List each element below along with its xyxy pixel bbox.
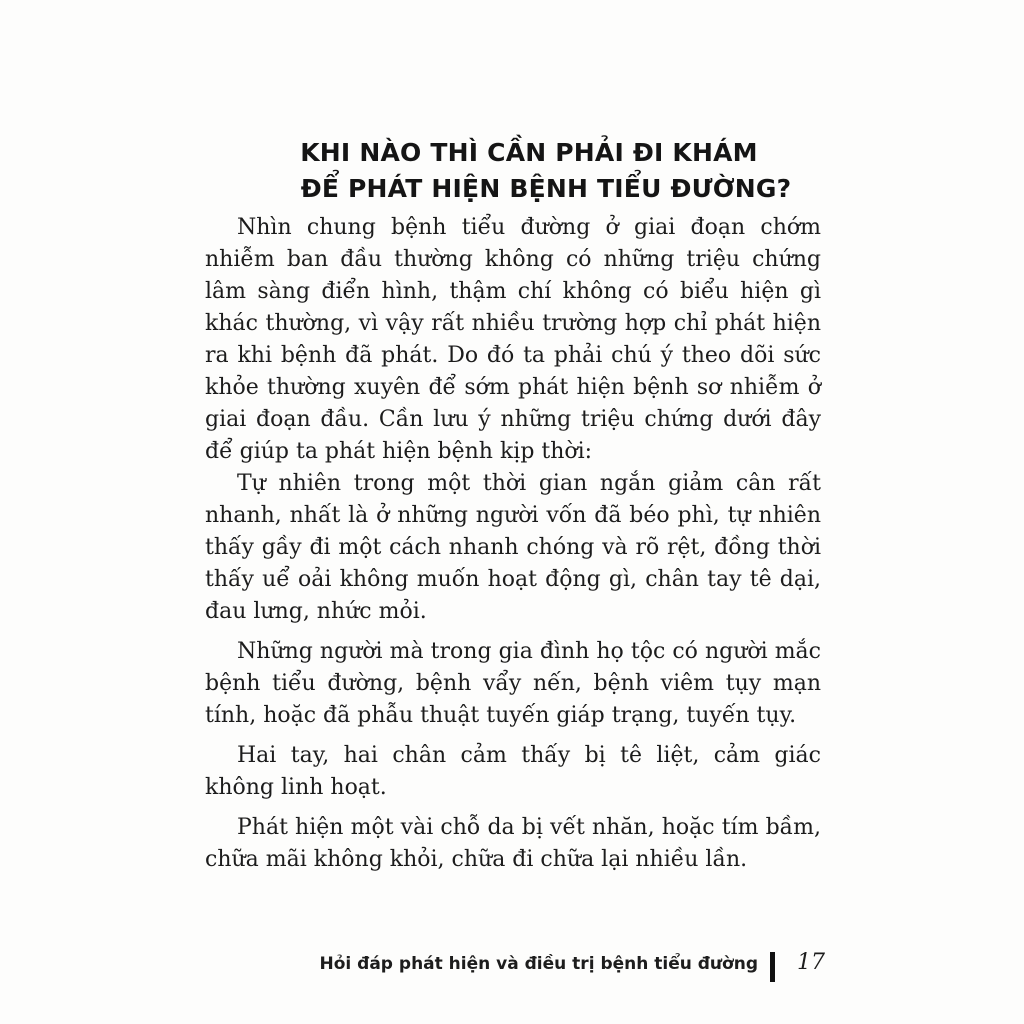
paragraph-symptom-skin: Phát hiện một vài chỗ da bị vết nhăn, hoặc tím bầm, chữa mãi không khỏi, chữa đi chữa lại nhiều lần. [205, 815, 821, 872]
heading-line-2: ĐỂ PHÁT HIỆN BỆNH TIỂU ĐƯỜNG? [300, 173, 792, 203]
paragraph-intro: Nhìn chung bệnh tiểu đường ở giai đoạn chớm nhiễm ban đầu thường không có những triệu chứng lâm sàng điển hình, thậm chí không có biểu hiện gì khác thường, vì vậy rất nhiều trường hợp chỉ phát hiện ra khi bệnh đã phát. Do đó ta phải chú ý theo dõi sức khỏe thường xuyên để sớm phát hiện bệnh sơ nhiễm ở giai đoạn đầu. Cần lưu ý những triệu chứng dưới đây để giúp ta phát hiện bệnh kịp thời: [205, 215, 821, 464]
page-footer [0, 950, 1024, 986]
paragraph-symptom-numbness: Hai tay, hai chân cảm thấy bị tê liệt, cảm giác không linh hoạt. [205, 743, 821, 800]
paragraph-symptom-family-history: Những người mà trong gia đình họ tộc có người mắc bệnh tiểu đường, bệnh vẩy nến, bệnh viêm tụy mạn tính, hoặc đã phẫu thuật tuyến giáp trạng, tuyến tụy. [205, 639, 821, 728]
page-number: 17 [797, 950, 825, 975]
heading-line-1: KHI NÀO THÌ CẦN PHẢI ĐI KHÁM [300, 137, 758, 167]
footer-divider [770, 952, 775, 982]
running-footer-title: Hỏi đáp phát hiện và điều trị bệnh tiểu đường [319, 954, 758, 974]
paragraph-symptom-weight-loss: Tự nhiên trong một thời gian ngắn giảm cân rất nhanh, nhất là ở những người vốn đã béo phì, tự nhiên thấy gầy đi một cách nhanh chóng và rõ rệt, đồng thời thấy uể oải không muốn hoạt động gì, chân tay tê dại, đau lưng, nhức mỏi. [205, 471, 821, 624]
chapter-heading [0, 135, 1024, 207]
body-text [205, 212, 821, 876]
